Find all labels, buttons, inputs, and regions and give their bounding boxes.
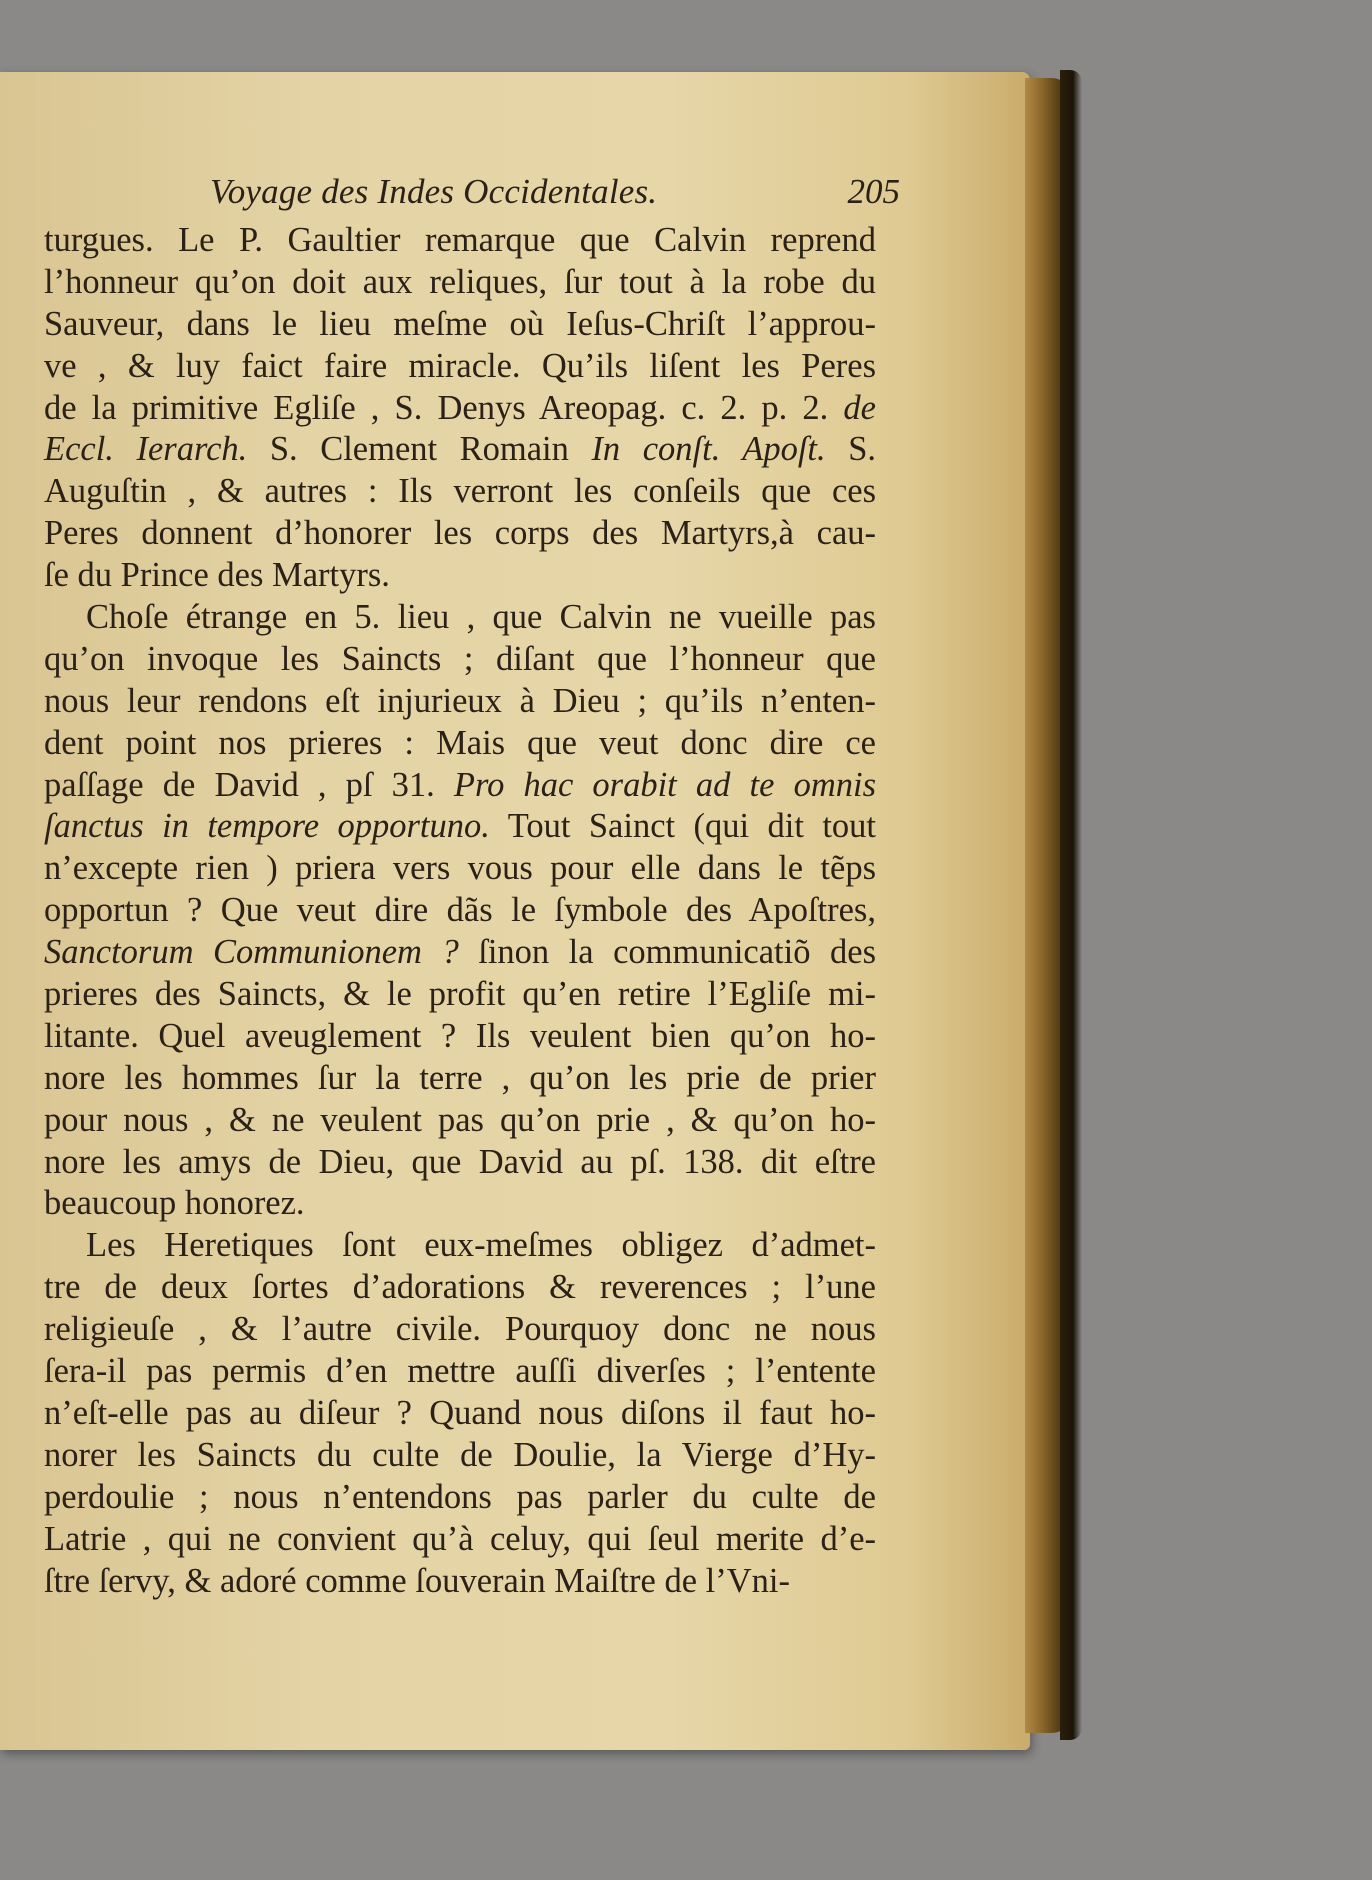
text-line <box>44 471 876 513</box>
text-run: tre de deux ſortes d’adorations & reverences ; l’une <box>44 1268 876 1307</box>
paragraph <box>44 1225 876 1602</box>
text-run: Latrie , qui ne convient qu’à celuy, qui ſeul merite d’e- <box>44 1519 876 1558</box>
text-line <box>44 1058 876 1100</box>
text-run: ſera-il pas permis d’en mettre auſſi diverſes ; l’entente <box>44 1352 876 1391</box>
text-run: n’eſt-elle pas au diſeur ? Quand nous diſons il faut ho- <box>44 1393 876 1432</box>
text-line <box>44 388 876 430</box>
text-run: beaucoup honorez. <box>44 1184 305 1223</box>
text-run: ſtre ſervy, & adoré comme ſouverain Maiſtre de l’Vni- <box>44 1561 790 1600</box>
text-run: Choſe étrange en 5. lieu , que Calvin ne vueille pas <box>86 598 876 637</box>
text-run: ſe du Prince des Martyrs. <box>44 556 390 595</box>
running-title: Voyage des Indes Occidentales. <box>210 172 658 211</box>
text-line <box>44 597 876 639</box>
italic-text: ſanctus in tempore opportuno. <box>44 807 490 846</box>
text-run: S. Clement Romain <box>247 430 592 469</box>
italic-text: In conſt. Apoſt. <box>591 430 826 469</box>
running-header <box>210 172 900 220</box>
text-line <box>44 1309 876 1351</box>
text-run: nous leur rendons eſt injurieux à Dieu ; qu’ils n’enten- <box>44 681 876 720</box>
paragraph <box>44 597 876 1225</box>
text-run: paſſage de David , pſ 31. <box>44 765 454 804</box>
text-line <box>44 890 876 932</box>
text-run: n’excepte rien ) priera vers vous pour elle dans le tẽps <box>44 849 876 888</box>
text-run: nore les hommes ſur la terre , qu’on les prie de prier <box>44 1058 876 1097</box>
text-run: de la primitive Egliſe , S. Denys Areopag. c. 2. p. 2. <box>44 388 844 427</box>
text-line <box>44 1351 876 1393</box>
text-run: l’honneur qu’on doit aux reliques, ſur tout à la robe du <box>44 262 876 301</box>
text-run: religieuſe , & l’autre civile. Pourquoy donc ne nous <box>44 1310 876 1349</box>
text-line <box>44 1225 876 1267</box>
text-line <box>44 1561 876 1603</box>
binding-shadow <box>1060 70 1082 1740</box>
text-run: pour nous , & ne veulent pas qu’on prie , & qu’on ho- <box>44 1100 876 1139</box>
text-run: S. <box>825 430 877 469</box>
text-run: ve , & luy faict faire miracle. Qu’ils liſent les Peres <box>44 346 876 385</box>
text-line <box>44 220 876 262</box>
text-run: norer les Saincts du culte de Doulie, la Vierge d’Hy- <box>44 1435 876 1474</box>
text-line <box>44 974 876 1016</box>
text-run: ſinon la communicatiõ des <box>458 933 876 972</box>
text-line <box>44 1435 876 1477</box>
text-line <box>44 848 876 890</box>
italic-text: Pro hac orabit ad te omnis <box>453 765 876 804</box>
text-run: litante. Quel aveuglement ? Ils veulent bien qu’on ho- <box>44 1016 876 1055</box>
italic-text: Eccl. Ierarch. <box>44 430 248 469</box>
text-run: Les Heretiques ſont eux-meſmes obligez d’admet- <box>86 1226 876 1265</box>
text-run: turgues. Le P. Gaultier remarque que Calvin reprend <box>44 221 876 259</box>
text-line <box>44 681 876 723</box>
text-run: Sauveur, dans le lieu meſme où Ieſus-Chriſt l’approu- <box>44 304 876 343</box>
text-line <box>44 932 876 974</box>
text-line <box>44 806 876 848</box>
text-line <box>44 1183 876 1225</box>
text-run: Auguſtin , & autres : Ils verront les conſeils que ces <box>44 472 876 511</box>
text-line <box>44 1393 876 1435</box>
text-run: opportun ? Que veut dire dãs le ſymbole des Apoſtres, <box>44 891 876 930</box>
text-run: perdoulie ; nous n’entendons pas parler du culte de <box>44 1477 876 1516</box>
text-line <box>44 1142 876 1184</box>
text-run: Peres donnent d’honorer les corps des Martyrs,à cau- <box>44 514 876 553</box>
text-line <box>44 1519 876 1561</box>
text-line <box>44 723 876 765</box>
italic-text: de <box>843 388 876 427</box>
text-line <box>44 262 876 304</box>
body-text <box>44 220 876 1602</box>
text-line <box>44 513 876 555</box>
text-line <box>44 1100 876 1142</box>
text-line <box>44 346 876 388</box>
text-line <box>44 765 876 807</box>
text-line <box>44 555 876 597</box>
paragraph <box>44 220 876 597</box>
text-line <box>44 1267 876 1309</box>
text-line <box>44 429 876 471</box>
text-line <box>44 304 876 346</box>
italic-text: Sanctorum Communionem ? <box>44 933 459 972</box>
page-number: 205 <box>847 172 900 211</box>
text-line <box>44 639 876 681</box>
text-run: qu’on invoque les Saincts ; diſant que l’honneur que <box>44 639 876 678</box>
text-run: Tout Sainct (qui dit tout <box>489 807 877 846</box>
text-run: nore les amys de Dieu, que David au pſ. 138. dit eſtre <box>44 1142 876 1181</box>
text-line <box>44 1016 876 1058</box>
text-run: dent point nos prieres : Mais que veut donc dire ce <box>44 723 876 762</box>
text-run: prieres des Saincts, & le profit qu’en retire l’Egliſe mi- <box>44 975 876 1014</box>
text-line <box>44 1477 876 1519</box>
